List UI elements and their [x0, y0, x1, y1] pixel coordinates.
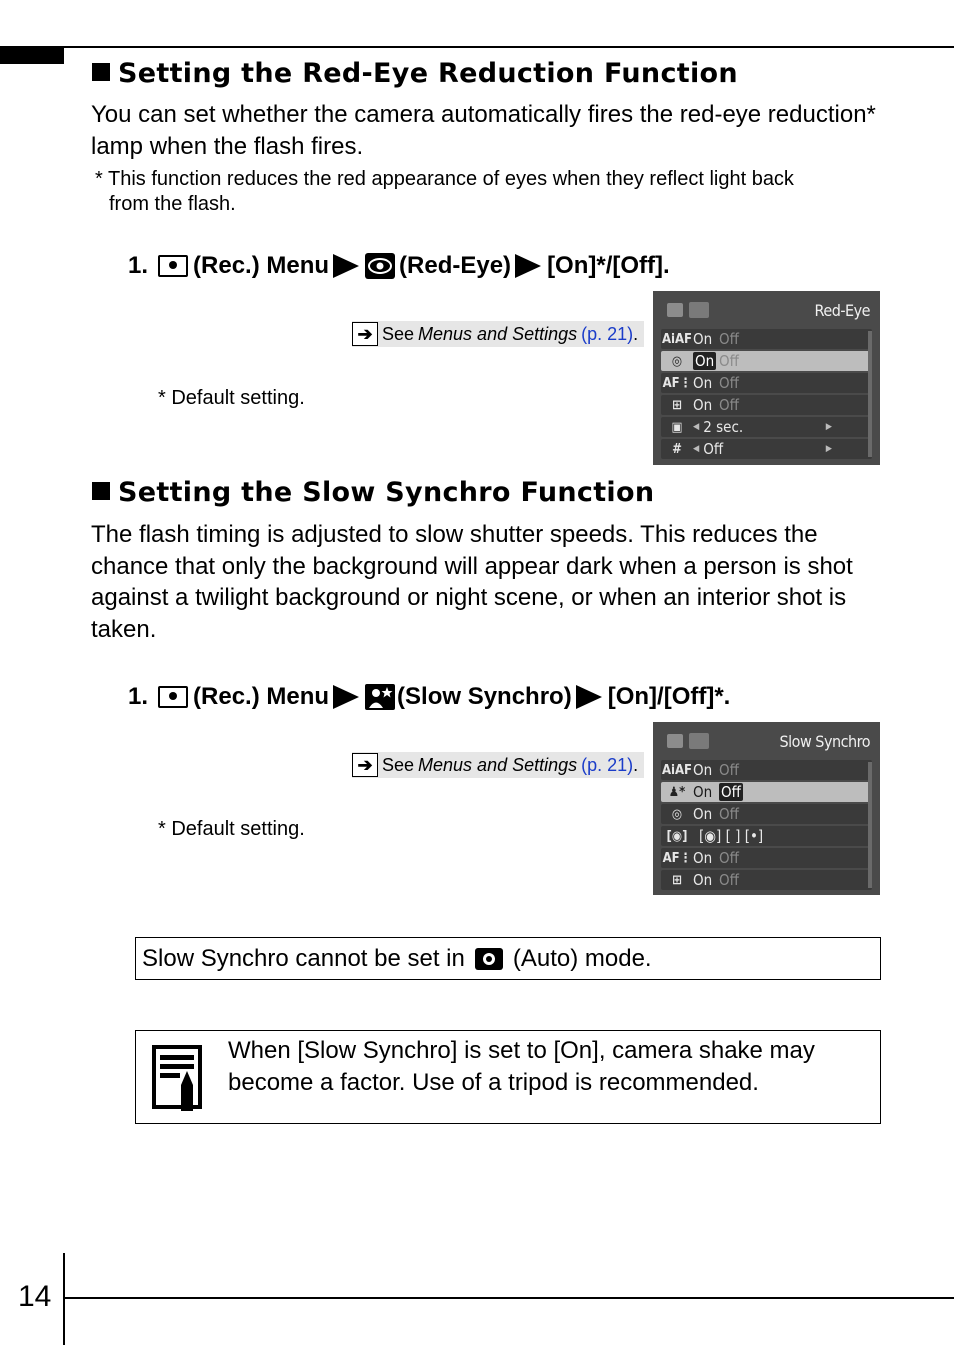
auto-mode-notice: Slow Synchro cannot be set in (Auto) mode. — [135, 937, 881, 980]
slow-synchro-icon: ♟* — [668, 784, 686, 800]
lcd-row: ▣ ◀ 2 sec. ▶ — [661, 417, 872, 437]
arrow-right-icon — [333, 685, 359, 709]
digital-zoom-icon: ⊞ — [672, 397, 682, 413]
af-assist-icon: AF⋮ — [662, 375, 692, 391]
memo-note-icon — [152, 1045, 202, 1111]
default-setting-note: * Default setting. — [158, 387, 305, 409]
red-eye-icon — [365, 253, 395, 279]
slow-synchro-icon — [365, 684, 395, 710]
lcd-row: AiAF On Off — [661, 760, 872, 780]
lcd-scrollbar — [868, 762, 872, 888]
lcd-screen-red-eye — [653, 291, 880, 465]
lcd-row-selected: ♟* On Off — [661, 782, 872, 802]
digital-zoom-icon: ⊞ — [672, 872, 682, 888]
footer-horizontal-rule — [63, 1297, 954, 1299]
lcd-row: AiAF On Off — [661, 329, 872, 349]
metering-icon: [◉] — [666, 828, 688, 844]
square-bullet-icon — [92, 482, 110, 500]
see-reference-2: ➔ See Menus and Settings (p. 21) . — [352, 752, 644, 778]
aiaf-icon: AiAF — [661, 762, 693, 778]
top-tab-marker — [0, 46, 64, 64]
footer-vertical-rule — [63, 1253, 65, 1345]
lcd-row: AF⋮ On Off — [661, 848, 872, 868]
lcd-header: Slow Synchro — [661, 728, 872, 754]
default-setting-note: * Default setting. — [158, 818, 305, 840]
lcd-header: Red-Eye — [661, 297, 872, 323]
square-bullet-icon — [92, 63, 110, 81]
see-reference-1: ➔ See Menus and Settings (p. 21) . — [352, 321, 644, 347]
grid-icon: # — [672, 441, 682, 457]
page-number: 14 — [18, 1280, 52, 1313]
page-link[interactable]: (p. 21) — [581, 323, 634, 344]
setup-tab-icon — [689, 302, 709, 318]
setup-tab-icon — [689, 733, 709, 749]
lcd-row: ⊞ On Off — [661, 395, 872, 415]
rec-menu-icon — [158, 255, 188, 277]
page-link[interactable]: (p. 21) — [581, 754, 634, 775]
aiaf-icon: AiAF — [661, 331, 693, 347]
lcd-row: ⊞ On Off — [661, 870, 872, 890]
arrow-reference-icon: ➔ — [352, 753, 378, 777]
arrow-right-icon — [333, 254, 359, 278]
lcd-row: ◎ On Off — [661, 804, 872, 824]
slow-synchro-step: 1. (Rec.) Menu (Slow Synchro) [On]/[Off]*. — [128, 683, 731, 710]
lcd-row: # ◀ Off ▶ — [661, 439, 872, 459]
camera-tab-icon — [667, 303, 683, 317]
camera-tab-icon — [667, 734, 683, 748]
top-rule — [0, 46, 954, 48]
arrow-reference-icon: ➔ — [352, 322, 378, 346]
memo-text: When [Slow Synchro] is set to [On], camera shake may become a factor. Use of a tripod is recommended. — [228, 1037, 815, 1096]
arrow-right-icon — [515, 254, 541, 278]
camera-auto-icon — [475, 948, 503, 970]
rec-menu-icon — [158, 686, 188, 708]
lcd-row: AF⋮ On Off — [661, 373, 872, 393]
lcd-row-selected: ◎ On Off — [661, 351, 872, 371]
lcd-scrollbar — [868, 331, 872, 457]
red-eye-icon: ◎ — [671, 353, 683, 369]
section-title-red-eye: Setting the Red-Eye Reduction Function — [92, 58, 738, 89]
lcd-row: [◉] [◉] [ ] [•] — [661, 826, 872, 846]
red-eye-footnote: * This function reduces the red appearance of eyes when they reflect light back from the flash. — [95, 168, 794, 215]
arrow-right-icon — [576, 685, 602, 709]
red-eye-step: 1. (Rec.) Menu (Red-Eye) [On]*/[Off]. — [128, 252, 670, 279]
memo-box — [135, 1030, 881, 1124]
red-eye-icon: ◎ — [671, 806, 683, 822]
section-title-slow-synchro: Setting the Slow Synchro Function — [92, 477, 654, 508]
lcd-screen-slow-synchro — [653, 722, 880, 895]
review-icon: ▣ — [671, 419, 683, 435]
slow-synchro-description: The flash timing is adjusted to slow shutter speeds. This reduces the chance that only the background will appear dark when a person is shot against a twilight background or night scene, or when an interior shot is taken. — [91, 521, 853, 643]
red-eye-description: You can set whether the camera automatically fires the red-eye reduction* lamp when the flash fires. — [91, 101, 876, 160]
af-assist-icon: AF⋮ — [662, 850, 692, 866]
